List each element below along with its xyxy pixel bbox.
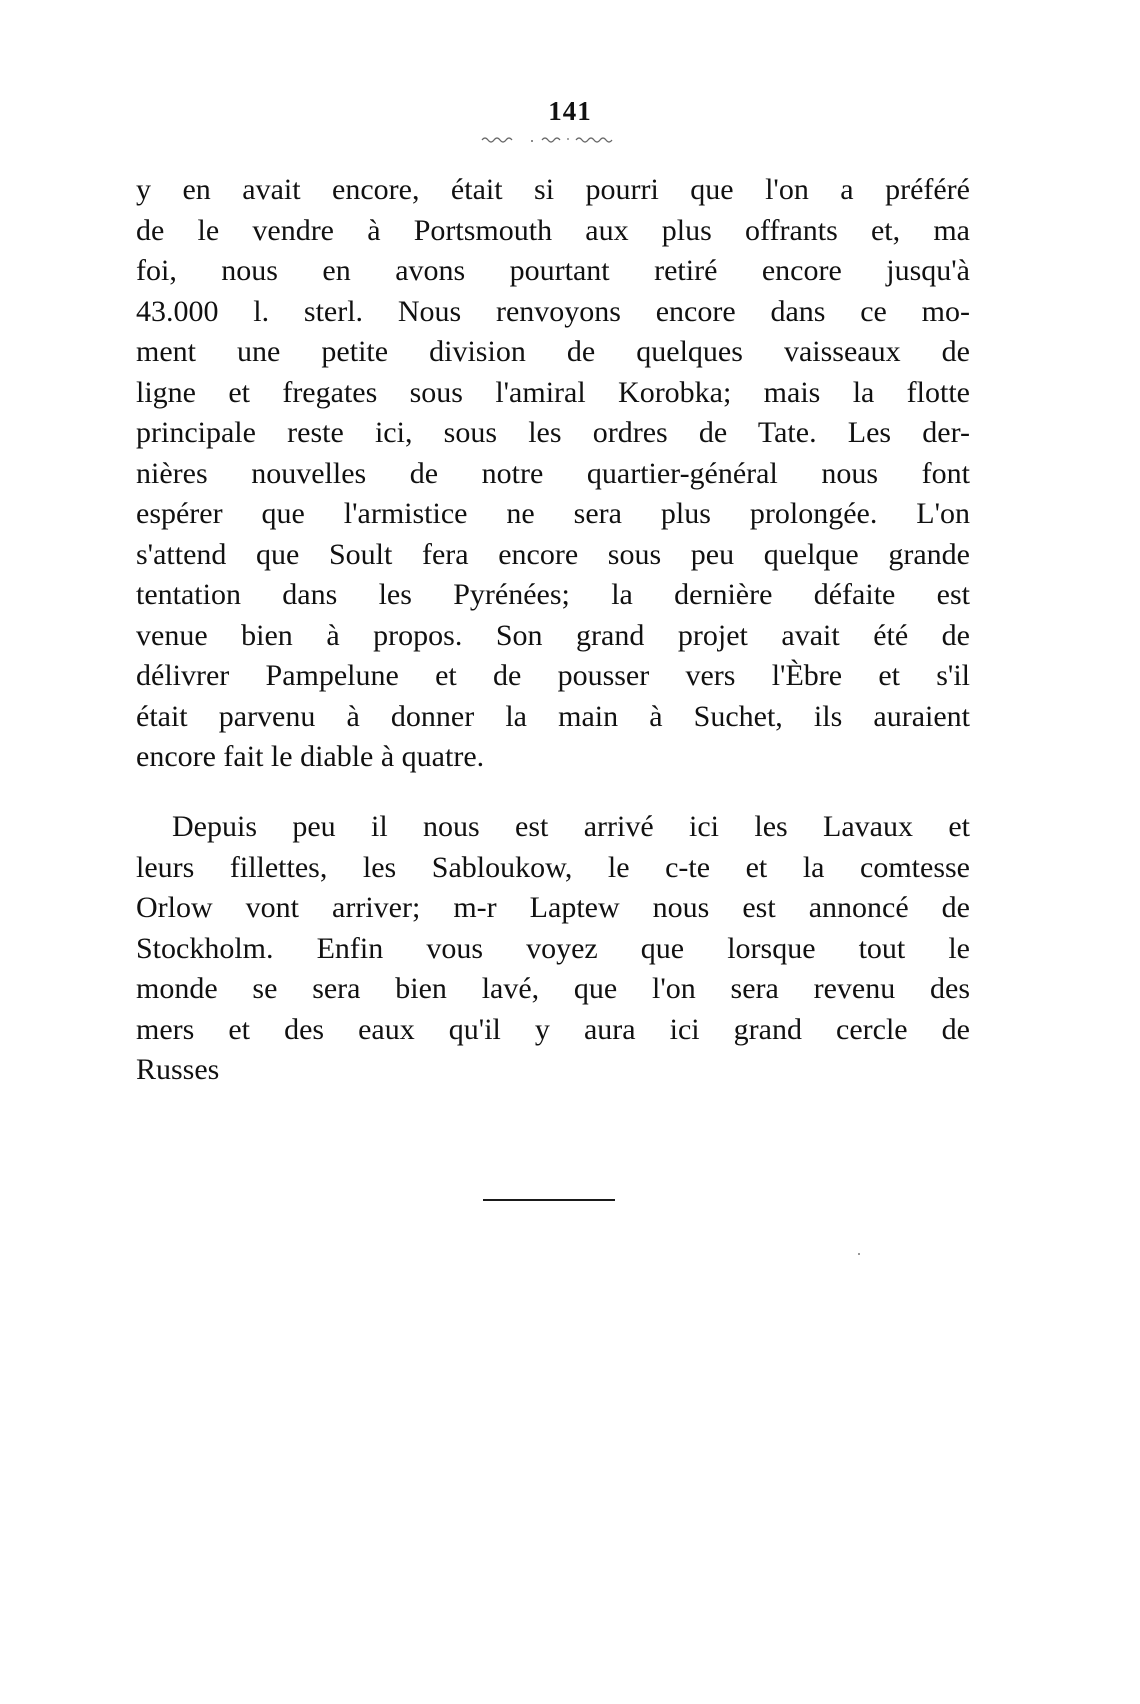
text-line: s'attend que Soult fera encore sous peu quelque grande — [136, 537, 970, 571]
text-line: délivrer Pampelune et de pousser vers l'Èbre et s'il — [136, 659, 970, 692]
text-line: leurs fillettes, les Sabloukow, le c-te et la comtesse — [136, 850, 970, 884]
text-line: principale reste ici, sous les ordres de Tate. Les der- — [136, 416, 970, 449]
text-line: tentation dans les Pyrénées; la dernière défaite est — [136, 578, 970, 611]
text-line: Russes — [136, 1053, 220, 1086]
page-number: 141 — [548, 96, 592, 126]
scan-speck — [858, 1253, 860, 1255]
text-line: 43.000 l. sterl. Nous renvoyons encore dans ce mo- — [136, 294, 970, 328]
text-line: nières nouvelles de notre quartier-général nous font — [136, 456, 970, 490]
text-line: encore fait le diable à quatre. — [136, 740, 485, 773]
text-line: Depuis peu il nous est arrivé ici les Lavaux et — [172, 810, 970, 843]
text-line: était parvenu à donner la main à Suchet, ils auraient — [136, 699, 970, 733]
section-divider — [483, 1199, 615, 1201]
text-line: ment une petite division de quelques vaisseaux de — [136, 335, 970, 368]
text-line: mers et des eaux qu'il y aura ici grand cercle de — [136, 1012, 970, 1046]
text-line: ligne et fregates sous l'amiral Korobka; mais la flotte — [136, 375, 970, 409]
text-line: venue bien à propos. Son grand projet avait été de — [136, 618, 970, 652]
text-line: Stockholm. Enfin vous voyez que lorsque tout le — [136, 931, 970, 965]
text-line: foi, nous en avons pourtant retiré encore jusqu'à — [136, 254, 970, 287]
text-line: y en avait encore, était si pourri que l'on a préféré — [136, 173, 970, 206]
text-line: Orlow vont arriver; m-r Laptew nous est annoncé de — [136, 891, 970, 924]
text-line: monde se sera bien lavé, que l'on sera revenu des — [136, 972, 970, 1005]
header-ornament — [480, 132, 630, 146]
text-line: espérer que l'armistice ne sera plus prolongée. L'on — [136, 497, 970, 530]
paragraph-1 — [136, 170, 970, 778]
text-line: de le vendre à Portsmouth aux plus offrants et, ma — [136, 213, 970, 247]
paragraph-2 — [136, 807, 970, 1091]
